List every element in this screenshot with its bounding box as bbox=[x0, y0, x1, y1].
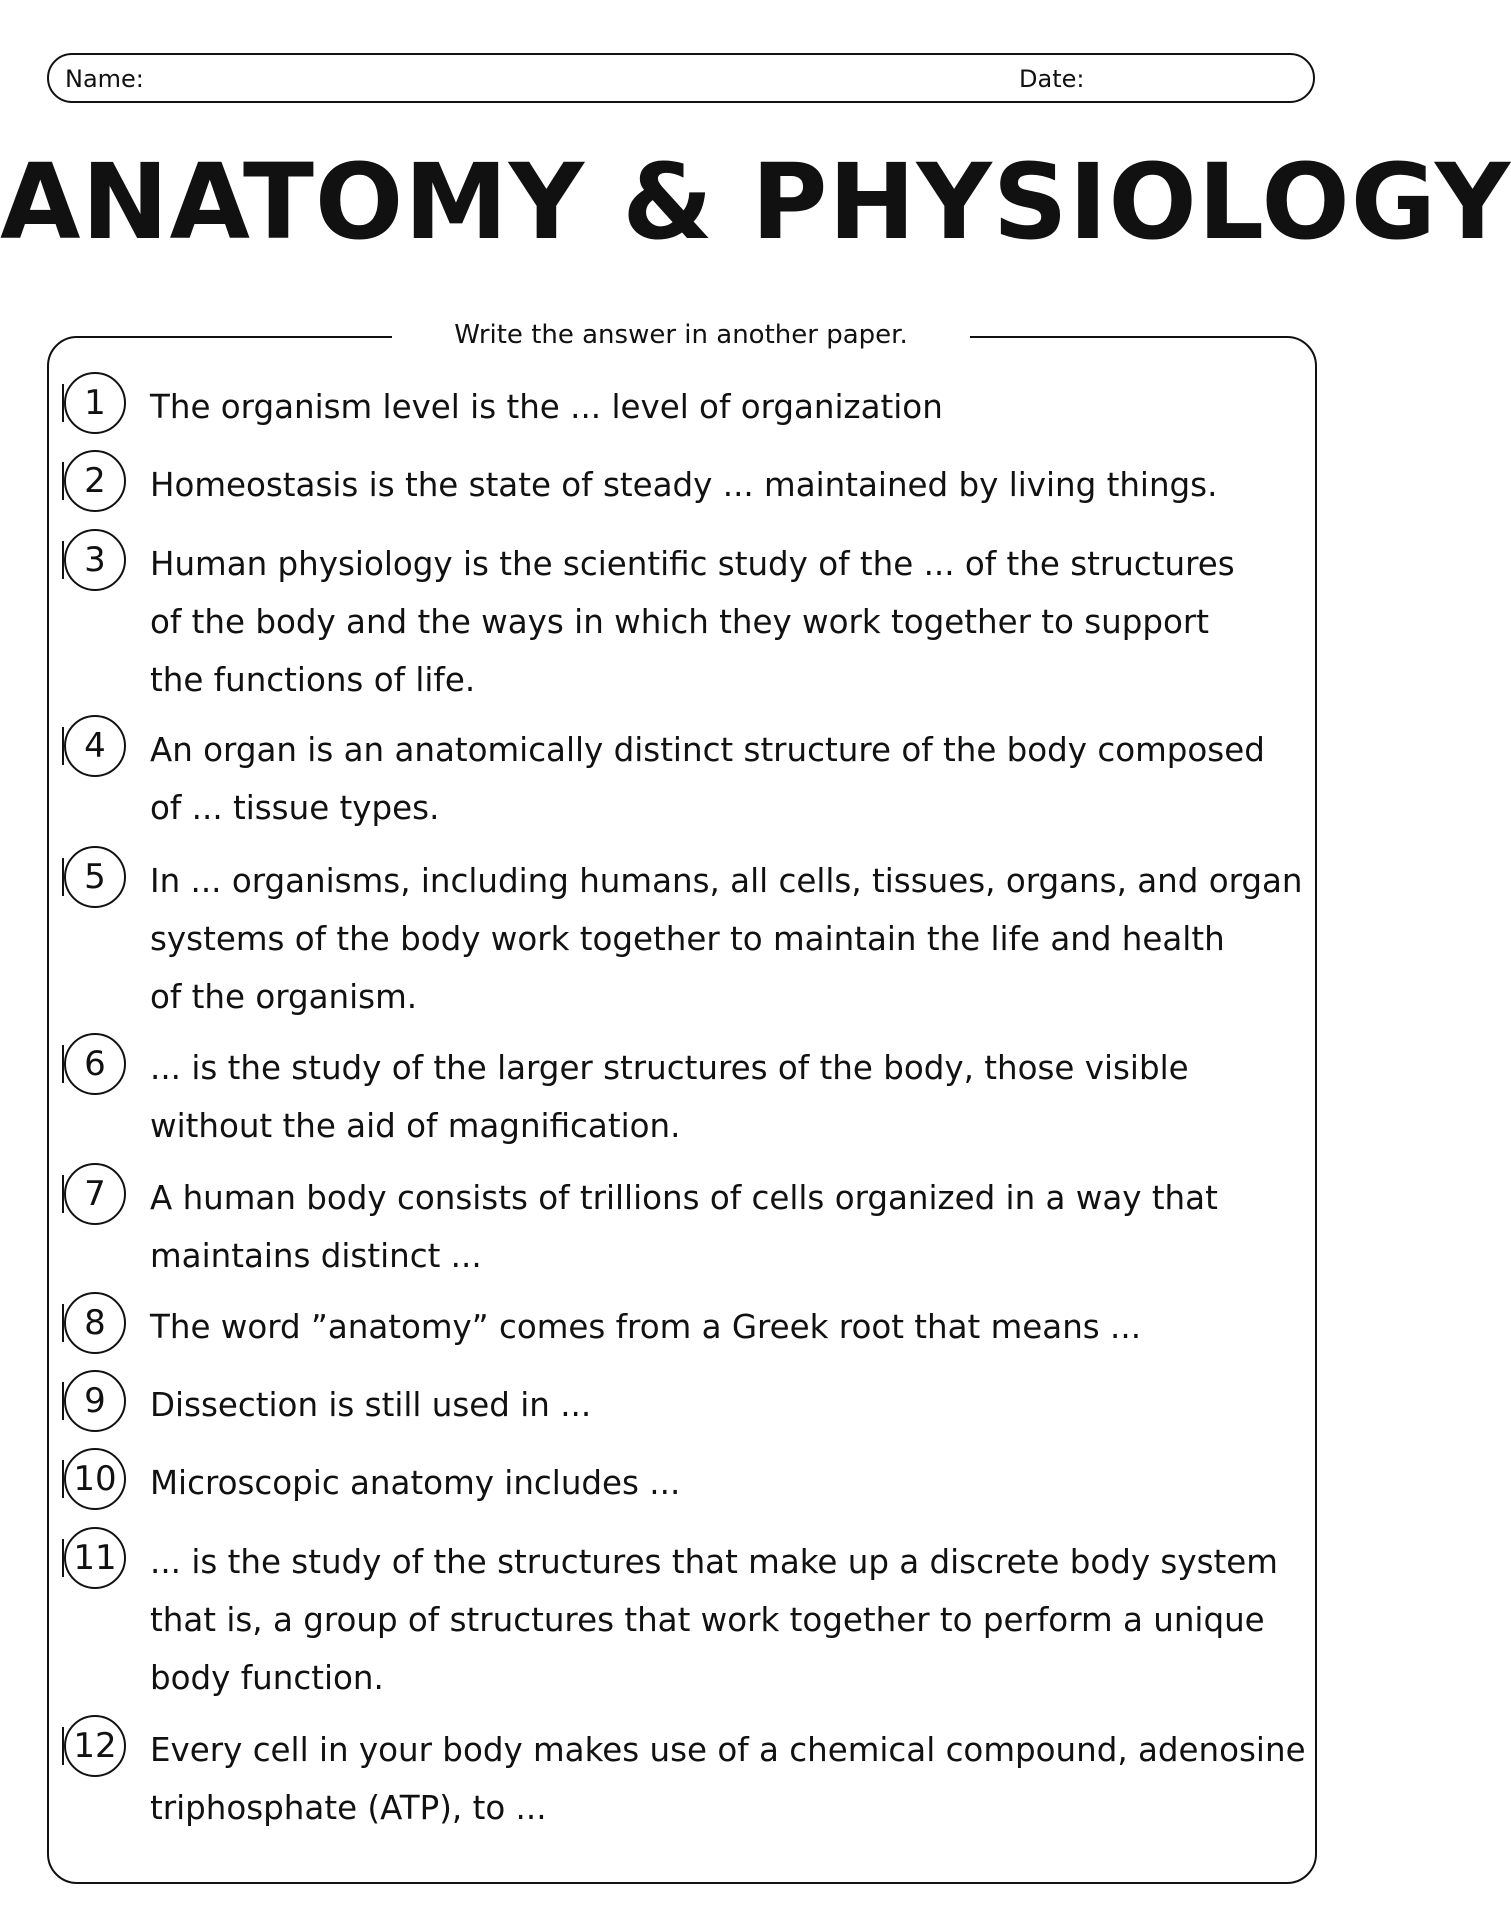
question-number-8: 8 bbox=[64, 1292, 126, 1354]
question-text-5: In ... organisms, including humans, all cells, tissues, organs, and organ systems of the body work together to maintain the life and health of the organism. bbox=[150, 862, 1303, 1016]
question-text-12: Every cell in your body makes use of a chemical compound, adenosine triphosphate (ATP), to ... bbox=[150, 1731, 1306, 1827]
question-number-1: 1 bbox=[64, 372, 126, 434]
question-number-4: 4 bbox=[64, 715, 126, 777]
date-label: Date: bbox=[1019, 65, 1085, 93]
question-number-2: 2 bbox=[64, 450, 126, 512]
name-date-bar bbox=[47, 53, 1315, 103]
question-text-9: Dissection is still used in ... bbox=[150, 1386, 592, 1424]
question-number-12: 12 bbox=[64, 1715, 126, 1777]
question-text-7: A human body consists of trillions of cells organized in a way that maintains distinct ... bbox=[150, 1179, 1218, 1275]
question-text-11: ... is the study of the structures that make up a discrete body system that is, a group of structures that work together to perform a unique body function. bbox=[150, 1543, 1278, 1697]
question-number-11: 11 bbox=[64, 1527, 126, 1589]
question-text-1: The organism level is the ... level of organization bbox=[150, 388, 943, 426]
question-text-10: Microscopic anatomy includes ... bbox=[150, 1464, 681, 1502]
question-number-3: 3 bbox=[64, 529, 126, 591]
name-label: Name: bbox=[65, 65, 144, 93]
question-text-8: The word ”anatomy” comes from a Greek root that means ... bbox=[150, 1308, 1142, 1346]
question-number-9: 9 bbox=[64, 1370, 126, 1432]
instruction-text: Write the answer in another paper. bbox=[392, 317, 970, 353]
question-number-6: 6 bbox=[64, 1033, 126, 1095]
question-number-7: 7 bbox=[64, 1163, 126, 1225]
question-text-6: ... is the study of the larger structures of the body, those visible without the aid of magnification. bbox=[150, 1049, 1189, 1145]
question-text-2: Homeostasis is the state of steady ... maintained by living things. bbox=[150, 466, 1218, 504]
question-number-5: 5 bbox=[64, 846, 126, 908]
question-text-3: Human physiology is the scientific study of the ... of the structures of the body and the ways in which they work together to support the functions of life. bbox=[150, 545, 1235, 699]
page-title: ANATOMY & PHYSIOLOGY bbox=[0, 141, 1511, 263]
question-number-10: 10 bbox=[64, 1448, 126, 1510]
question-text-4: An organ is an anatomically distinct structure of the body composed of ... tissue types. bbox=[150, 731, 1265, 827]
